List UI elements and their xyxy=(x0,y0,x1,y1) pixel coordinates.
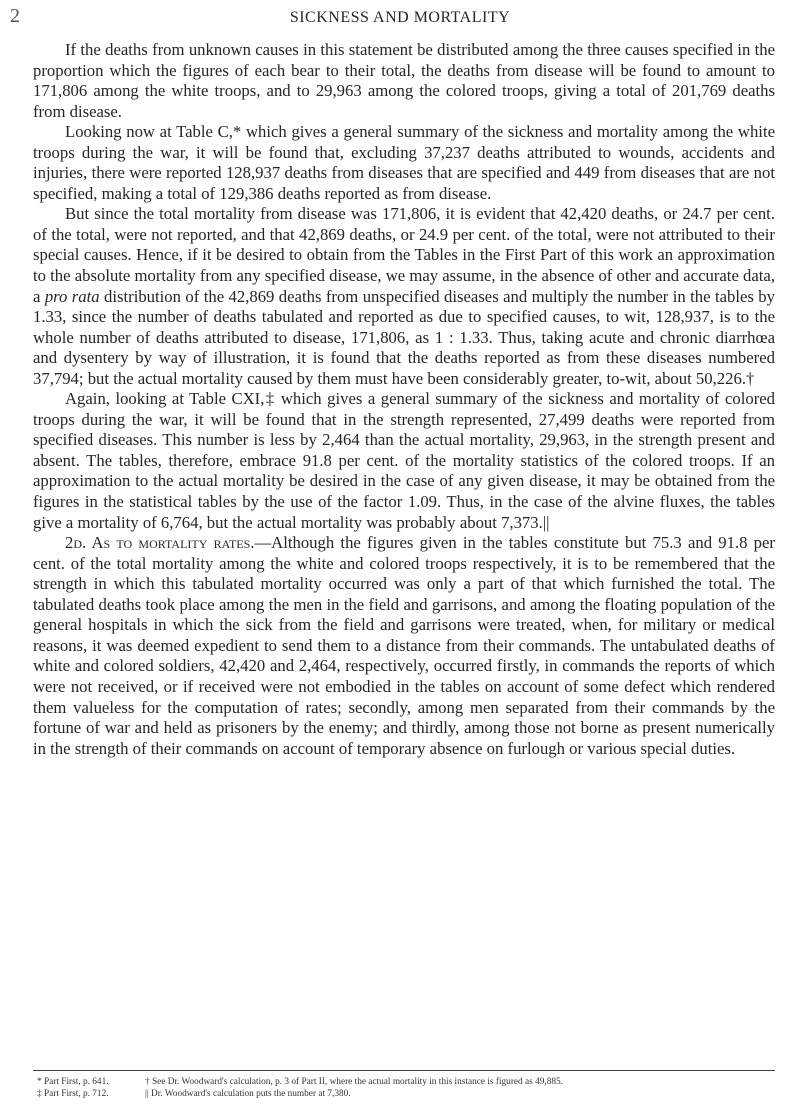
paragraph-3-part-a: But since the total mortality from disease was 171,806, it is evident that 42,420 deaths, or 24.7 per cent. of the total, were not reported, and that 42,869 deaths, or 24.9 per cent. of the total, were not attributed to their special causes. Hence, if it be desired to obtain from the Tables in the First Part of this work an approximation to the absolute mortality from any specified disease, we may assume, in the absence of other and accurate data, a xyxy=(33,204,775,306)
footnote-woodward-calculation: † See Dr. Woodward's calculation, p. 3 of Part II, where the actual mortality in this instance is figured as 49,885. xyxy=(145,1077,563,1087)
paragraph-3-part-b: distribution of the 42,869 deaths from unspecified diseases and multiply the number in the tables by 1.33, since the number of deaths tabulated and reported as due to specified causes, to wit, 128,937, is to the whole number of deaths attributed to disease, 171,806, as 1 : 1.33. Thus, taking acute and chronic diarrhœa and dysentery by way of illustration, it is found that the deaths reported as from these diseases numbered 37,794; but the actual mortality caused by them must have been considerably greater, to-wit, about 50,226.† xyxy=(33,286,775,388)
footnote-part-first-641: * Part First, p. 641. xyxy=(37,1077,109,1087)
footnote-part-first-712: ‡ Part First, p. 712. xyxy=(37,1089,109,1099)
paragraph-5-text: —Although the figures given in the tables constitute but 75.3 and 91.8 per cent. of the total mortality among the white and colored troops respectively, it is to be remembered that the strength in which this tabulated mortality occurred was only a part of that which furnished the total. The tabulated deaths took place among the men in the field and garrisons, and among the floating population of the general hospitals in which the sick from the field and garrisons were treated, when, for military or medical reasons, it was deemed expedient to send them to a distance from their commands. The untabulated deaths of white and colored soldiers, 42,420 and 2,464, respectively, occurred firstly, in commands the reports of which were not received, or if received were not embodied in the tables on account of some defect which rendered them valueless for the computation of rates; secondly, among men separated from their commands by the fortune of war and held as prisoners by the enemy; and thirdly, among those not borne as present numerically in the strength of their commands on account of temporary absence on furlough or various special duties. xyxy=(33,533,775,758)
paragraph-4: Again, looking at Table CXI,‡ which gives a general summary of the sickness and mortality of colored troops during the war, it will be found that in the strength represented, 27,499 deaths were reported from specified diseases. This number is less by 2,464 than the actual mortality, 29,963, in the strength present and absent. The tables, therefore, embrace 91.8 per cent. of the mortality statistics of the colored troops. If an approximation to the actual mortality be desired in the case of any given disease, it may be obtained from the figures in the statistical tables by the use of the factor 1.09. Thus, in the case of the alvine fluxes, the tables give a mortality of 6,764, but the actual mortality was probably about 7,373.|| xyxy=(33,389,775,532)
footnotes xyxy=(33,1076,775,1100)
section-heading: 2d. As to mortality rates. xyxy=(65,533,255,553)
footnote-row xyxy=(33,1088,775,1100)
page-number: 2 xyxy=(10,5,20,27)
footnote-row xyxy=(33,1076,775,1088)
pro-rata-phrase: pro rata xyxy=(44,286,100,306)
paragraph-3 xyxy=(33,204,775,389)
footnote-woodward-number: || Dr. Woodward's calculation puts the number at 7,380. xyxy=(145,1089,351,1099)
paragraph-5 xyxy=(33,533,775,759)
running-head: SICKNESS AND MORTALITY xyxy=(289,9,511,26)
body-text xyxy=(33,40,775,759)
paragraph-1: If the deaths from unknown causes in this statement be distributed among the three causes specified in the proportion which the figures of each bear to their total, the deaths from disease will be found to amount to 171,806 among the white troops, and to 29,963 among the colored troops, giving a total of 201,769 deaths from disease. xyxy=(33,40,775,121)
footnote-rule xyxy=(33,1070,775,1071)
paragraph-2: Looking now at Table C,* which gives a general summary of the sickness and mortality among the white troops during the war, it will be found that, excluding 37,237 deaths attributed to wounds, accidents and injuries, there were reported 128,937 deaths from diseases that are specified and 449 from diseases that are not specified, making a total of 129,386 deaths reported as from disease. xyxy=(33,122,775,203)
